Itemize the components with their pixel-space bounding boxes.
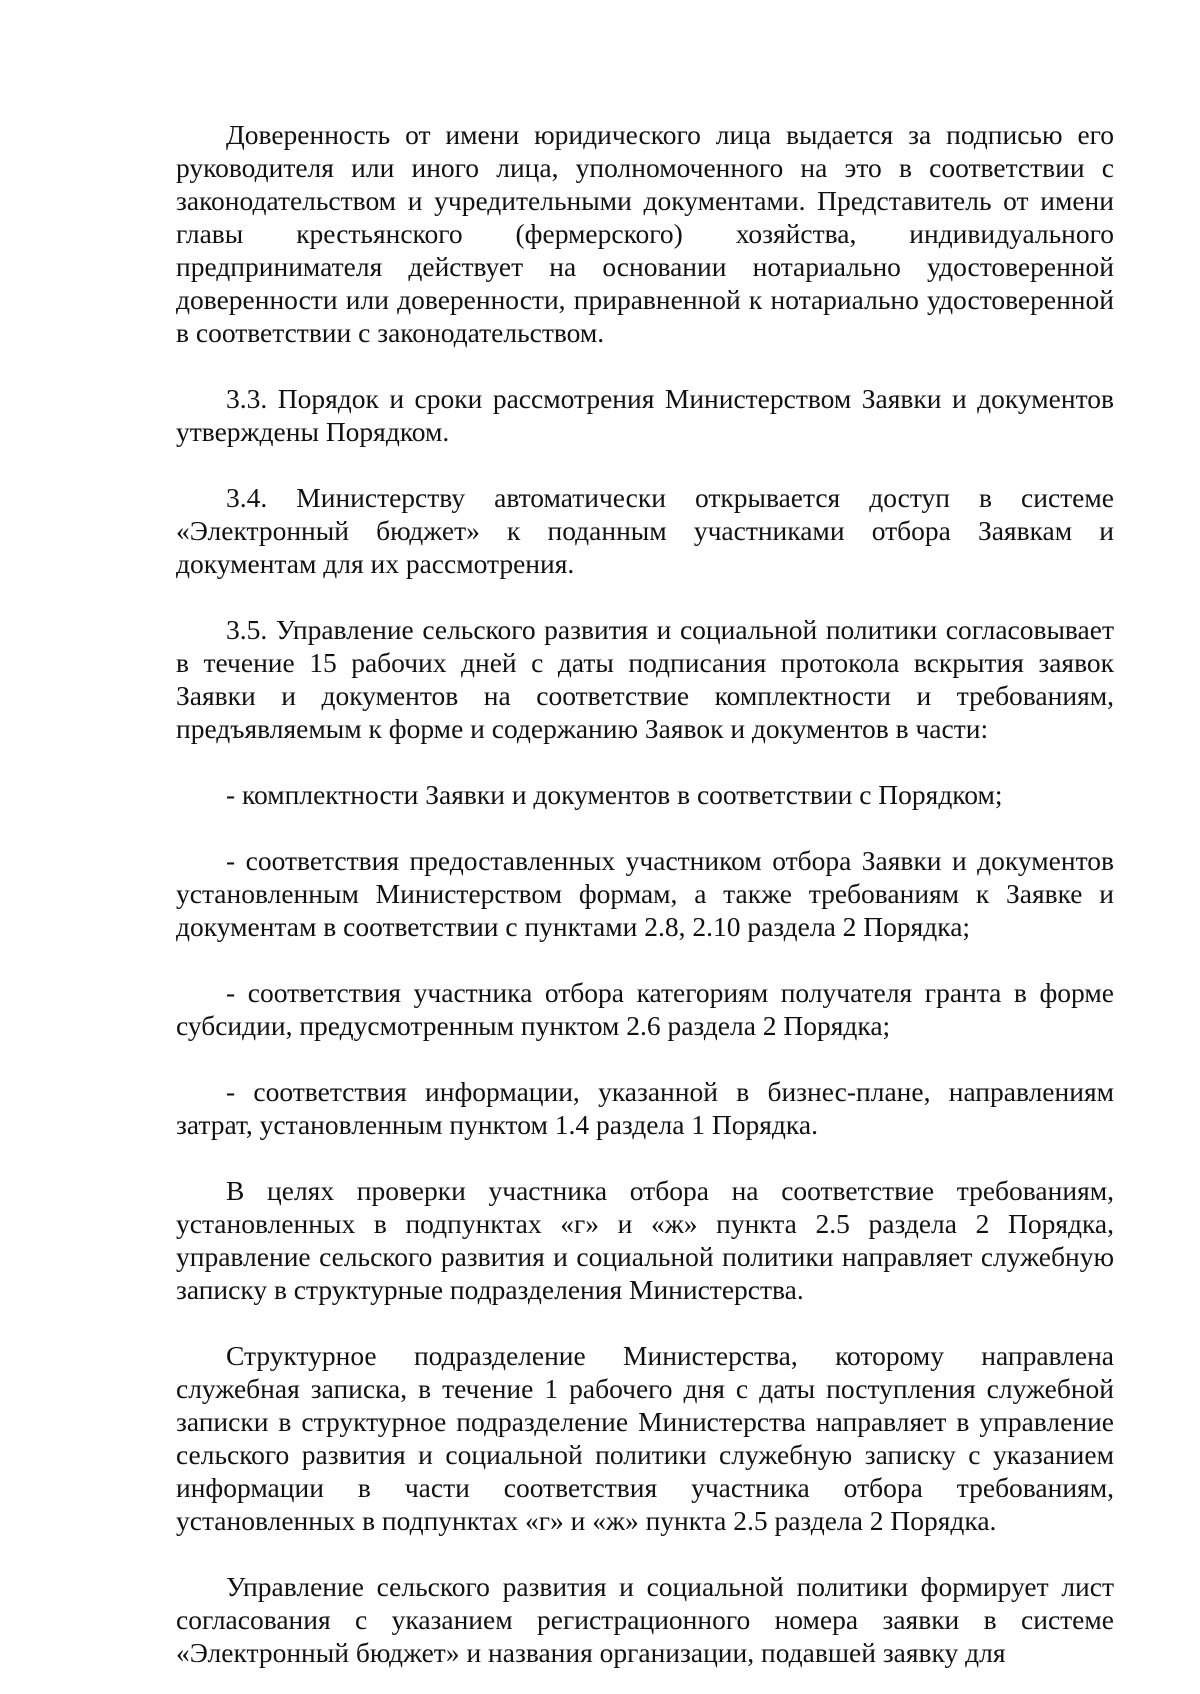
paragraph-3-5: 3.5. Управление сельского развития и социальной политики согласовывает в течение 15 рабочих дней с даты подписания протокола вскрытия заявок Заявки и документов на соответствие комплектности и требованиям, предъявляемым к форме и содержанию Заявок и документов в части:	[176, 614, 1114, 744]
paragraph-approval-sheet: Управление сельского развития и социальной политики формирует лист согласования с указанием регистрационного номера заявки в системе «Электронный бюджет» и названия организации, подавшей заявку для	[176, 1571, 1114, 1668]
list-item-business-plan: - соответствия информации, указанной в бизнес-плане, направлениям затрат, установленным пунктом 1.4 раздела 1 Порядка.	[176, 1076, 1114, 1140]
list-item-category-compliance: - соответствия участника отбора категориям получателя гранта в форме субсидии, предусмотренным пунктом 2.6 раздела 2 Порядка;	[176, 977, 1114, 1041]
document-page	[176, 118, 1114, 1669]
paragraph-3-4: 3.4. Министерству автоматически открывается доступ в системе «Электронный бюджет» к поданным участниками отбора Заявкам и документам для их рассмотрения.	[176, 482, 1114, 579]
paragraph-3-3: 3.3. Порядок и сроки рассмотрения Министерством Заявки и документов утверждены Порядком.	[176, 383, 1114, 447]
paragraph-power-of-attorney: Доверенность от имени юридического лица выдается за подписью его руководителя или иного лица, уполномоченного на это в соответствии с законодательством и учредительными документами. Представитель от имени главы крестьянского (фермерского) хозяйства, индивидуального предпринимателя действует на основании нотариально удостоверенной доверенности или доверенности, приравненной к нотариально удостоверенной в соответствии с законодательством.	[176, 119, 1114, 348]
paragraph-verification: В целях проверки участника отбора на соответствие требованиям, установленных в подпунктах «г» и «ж» пункта 2.5 раздела 2 Порядка, управление сельского развития и социальной политики направляет служебную записку в структурные подразделения Министерства.	[176, 1175, 1114, 1305]
paragraph-structural-unit: Структурное подразделение Министерства, которому направлена служебная записка, в течение 1 рабочего дня с даты поступления служебной записки в структурное подразделение Министерства направляет в управление сельского развития и социальной политики служебную записку с указанием информации в части соответствия участника отбора требованиям, установленных в подпунктах «г» и «ж» пункта 2.5 раздела 2 Порядка.	[176, 1340, 1114, 1536]
list-item-completeness: - комплектности Заявки и документов в соответствии с Порядком;	[226, 779, 1003, 810]
list-item-forms-compliance: - соответствия предоставленных участником отбора Заявки и документов установленным Министерством формам, а также требованиям к Заявке и документам в соответствии с пунктами 2.8, 2.10 раздела 2 Порядка;	[176, 845, 1114, 942]
